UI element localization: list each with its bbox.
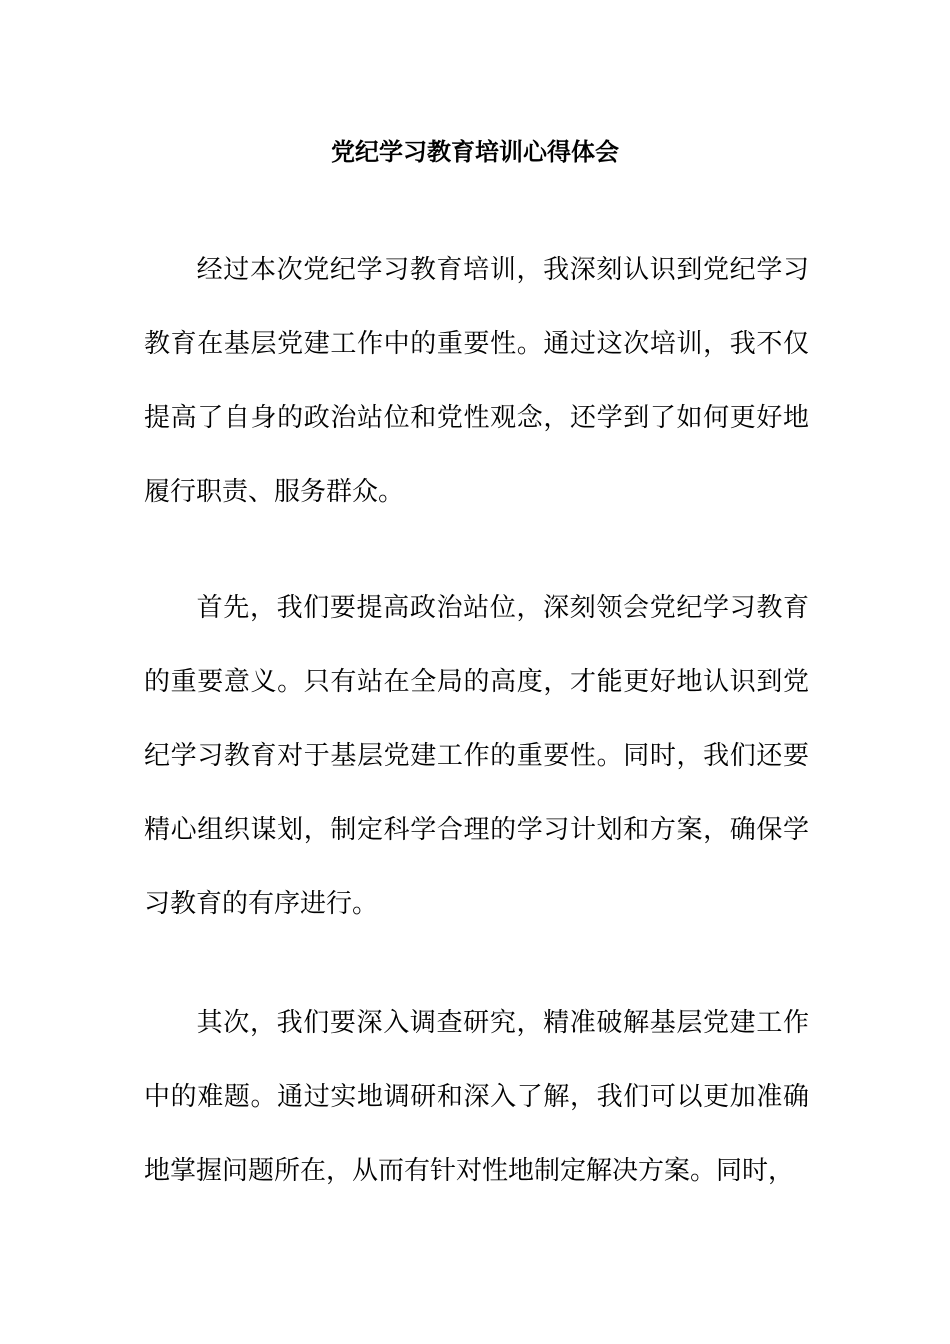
- paragraph-2: [144, 571, 809, 941]
- paragraph-1-text: 经过本次党纪学习教育培训，我深刻认识到党纪学习教育在基层党建工作中的重要性。通过这次培训，我不仅提高了自身的政治站位和党性观念，还学到了如何更好地履行职责、服务群众。: [144, 255, 809, 507]
- paragraph-3-text: 其次，我们要深入调查研究，精准破解基层党建工作中的难题。通过实地调研和深入了解，我们可以更加准确地掌握问题所在，从而有针对性地制定解决方案。同时，: [144, 1008, 809, 1186]
- document-title: 党纪学习教育培训心得体会: [331, 138, 619, 166]
- paragraph-3: [144, 986, 809, 1208]
- paragraph-1: [144, 233, 809, 529]
- paragraph-2-text: 首先，我们要提高政治站位，深刻领会党纪学习教育的重要意义。只有站在全局的高度，才能更好地认识到党纪学习教育对于基层党建工作的重要性。同时，我们还要精心组织谋划，制定科学合理的学习计划和方案，确保学习教育的有序进行。: [144, 593, 809, 919]
